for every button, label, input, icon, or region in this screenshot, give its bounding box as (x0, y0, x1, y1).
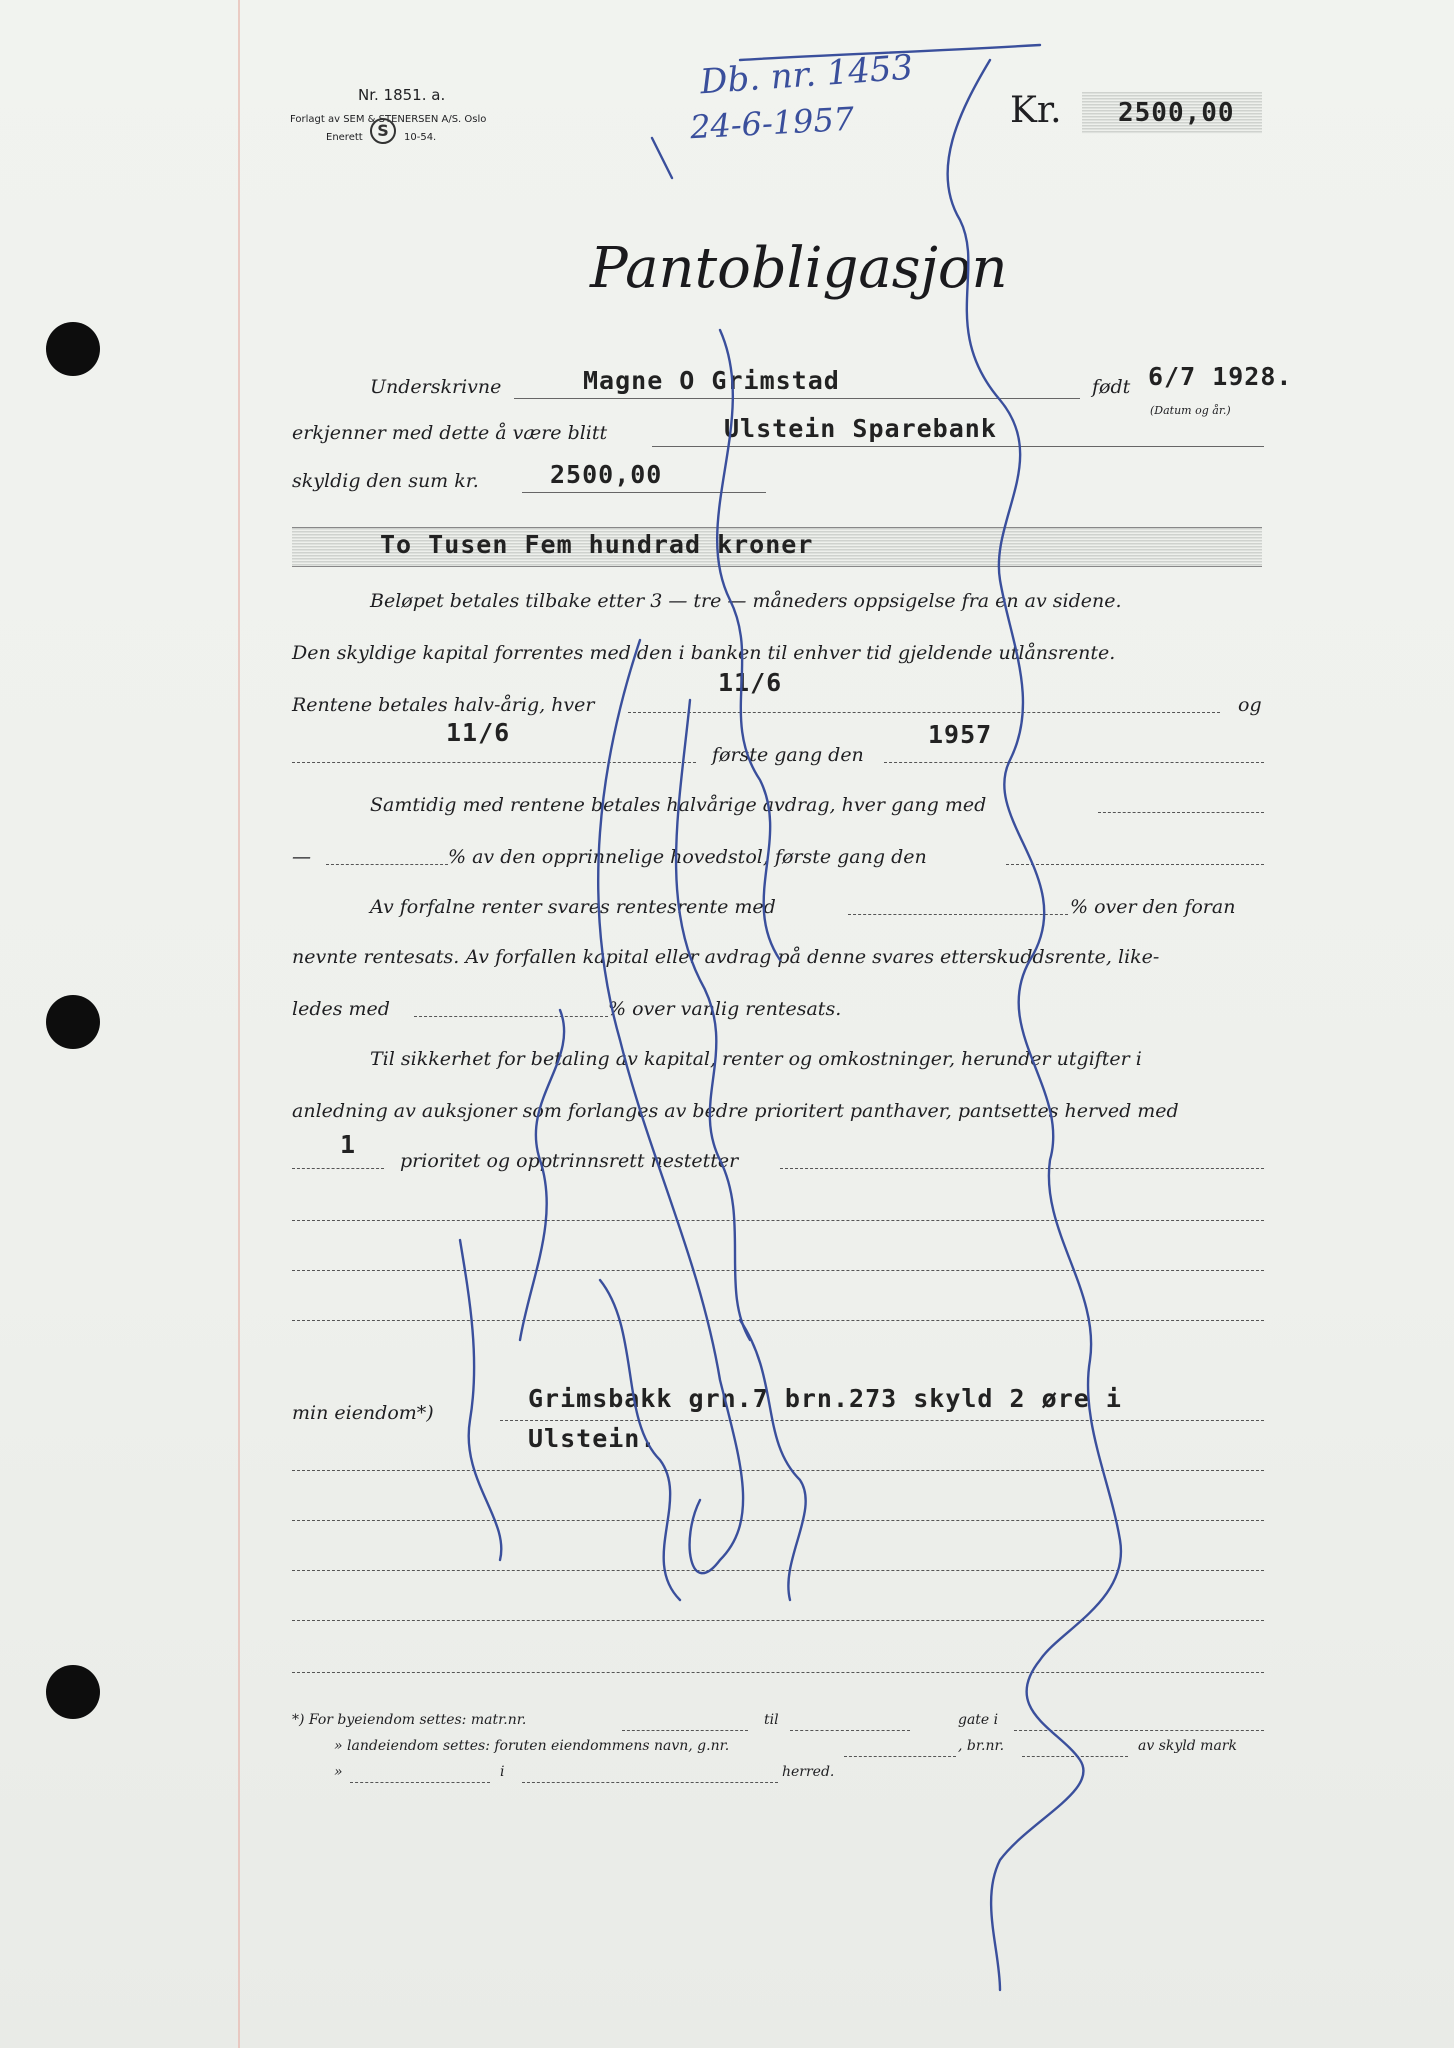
first-time-year: 1957 (928, 720, 993, 749)
footnote-1c: gate i (958, 1712, 999, 1728)
publisher-enerett: Enerett (326, 132, 363, 143)
document-title: Pantobligasjon (590, 236, 1008, 301)
property-line-2: Ulstein. (528, 1424, 657, 1453)
clause-dash: — (292, 846, 311, 868)
interest-date-1: 11/6 (718, 668, 783, 697)
clause-og: og (1238, 694, 1262, 716)
ink-signature-c (717, 330, 783, 960)
ink-slash (652, 138, 672, 178)
ink-signature-f (600, 1280, 680, 1600)
clause-principal: % av den opprinnelige hovedstol, første gang den (448, 846, 927, 868)
footnote-3b: i (500, 1764, 505, 1780)
born-label: født (1092, 376, 1131, 398)
clause-overdue-a: Av forfalne renter svares rentesrente med (370, 896, 776, 918)
ink-long-curve (948, 60, 1121, 1990)
footnote-2a: » landeiendom settes: foruten eiendommens navn, g.nr. (334, 1738, 730, 1754)
property-line-1: Grimsbakk grn.7 brn.273 skyld 2 øre i (528, 1384, 1122, 1413)
creditor-value: Ulstein Sparebank (724, 414, 997, 443)
handwritten-reference: Db. nr. 1453 (698, 47, 915, 103)
undersigned-label: Underskrivne (370, 376, 502, 398)
footnote-2c: av skyld mark (1138, 1738, 1237, 1754)
clause-overdue-c: nevnte rentesats. Av forfallen kapital eller avdrag på denne svares etterskuddsrente, like- (292, 946, 1160, 968)
clause-likewise-b: % over vanlig rentesats. (608, 998, 842, 1020)
property-label: min eiendom*) (292, 1402, 434, 1424)
form-number: Nr. 1851. a. (358, 86, 446, 104)
ink-signature-b (676, 700, 750, 1340)
ink-signature-d (460, 1240, 501, 1560)
amount-in-words: To Tusen Fem hundrad kroner (380, 530, 814, 559)
footnote-2b: , br.nr. (958, 1738, 1005, 1754)
ink-top-rule (740, 45, 1040, 60)
footnote-1b: til (764, 1712, 779, 1728)
clause-security-b: anledning av auksjoner som forlanges av bedre prioritert panthaver, pantsettes herved med (292, 1100, 1179, 1122)
ink-signature-e (520, 1010, 564, 1340)
interest-date-2: 11/6 (446, 718, 511, 747)
clause-interest-schedule: Rentene betales halv-årig, hver (292, 694, 595, 716)
publisher-line: Forlagt av SEM & STENERSEN A/S. Oslo (290, 114, 487, 125)
born-hint: (Datum og år.) (1150, 404, 1231, 417)
footnote-1a: *) For byeiendom settes: matr.nr. (292, 1712, 527, 1728)
publisher-logo: S (370, 118, 396, 144)
footnote-3c: herred. (782, 1764, 835, 1780)
first-time-label: første gang den (712, 744, 864, 766)
acknowledges-label: erkjenner med dette å være blitt (292, 422, 608, 444)
born-value: 6/7 1928. (1148, 362, 1293, 391)
clause-likewise-a: ledes med (292, 998, 390, 1020)
clause-interest-rate: Den skyldige kapital forrentes med den i banken til enhver tid gjeldende utlånsrente. (292, 642, 1116, 664)
handwritten-date: 24-6-1957 (689, 99, 856, 147)
undersigned-value: Magne O Grimstad (583, 366, 840, 395)
owes-value: 2500,00 (550, 460, 663, 489)
owes-label: skyldig den sum kr. (292, 470, 479, 492)
kr-label: Kr. (1010, 90, 1062, 131)
publisher-date: 10-54. (404, 132, 437, 143)
priority-label: prioritet og opptrinnsrett nestetter (400, 1150, 739, 1172)
priority-value: 1 (340, 1130, 357, 1159)
footnote-3a: » (334, 1764, 343, 1780)
clause-overdue-b: % over den foran (1070, 896, 1236, 918)
kr-amount: 2500,00 (1118, 98, 1235, 128)
clause-installments: Samtidig med rentene betales halvårige avdrag, hver gang med (370, 794, 987, 816)
ink-signature-g (740, 1320, 806, 1600)
ink-signature-a (598, 640, 743, 1573)
clause-repayment: Beløpet betales tilbake etter 3 — tre — måneders oppsigelse fra en av sidene. (370, 590, 1122, 612)
clause-security-a: Til sikkerhet for betaling av kapital, renter og omkostninger, herunder utgifter i (370, 1048, 1142, 1070)
